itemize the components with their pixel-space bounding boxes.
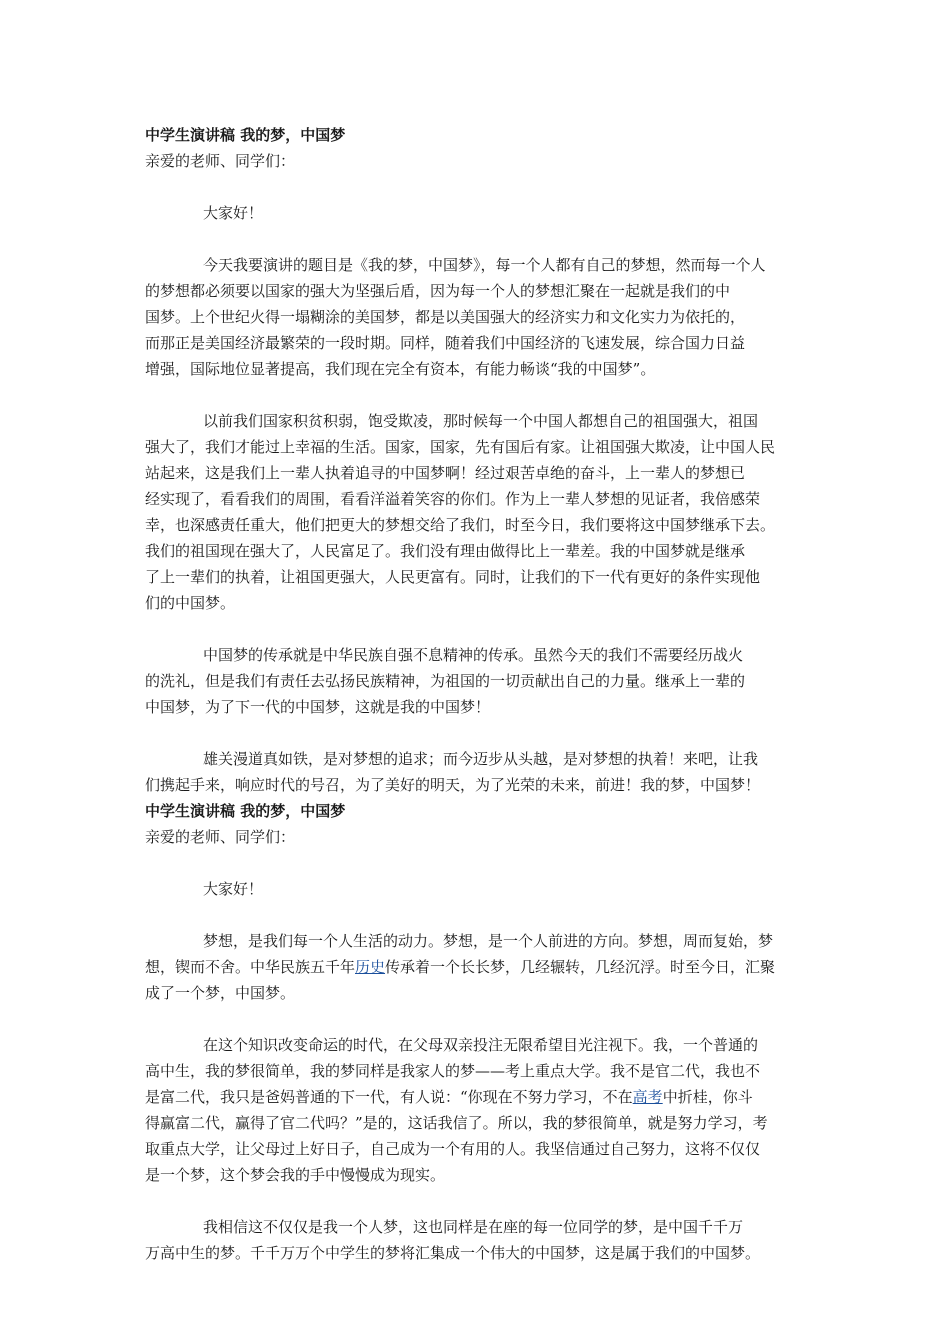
text-line: 高中生，我的梦很简单，我的梦同样是我家人的梦——考上重点大学。我不是官二代，我也不 [145, 1062, 761, 1080]
text-line: 了上一辈们的执着，让祖国更强大，人民更富有。同时，让我们的下一代有更好的条件实现他 [145, 568, 761, 586]
text-line: 在这个知识改变命运的时代，在父母双亲投注无限希望目光注视下。我，一个普通的 [203, 1036, 759, 1054]
text-line: 成了一个梦，中国梦。 [145, 984, 296, 1002]
gaokao-link[interactable]: 高考 [632, 1088, 663, 1106]
text-line: 雄关漫道真如铁，是对梦想的追求；而今迈步从头越，是对梦想的执着！来吧，让我 [203, 750, 759, 768]
paragraph [145, 1032, 820, 1188]
text-line: 国梦。上个世纪火得一塌糊涂的美国梦，都是以美国强大的经济实力和文化实力为依托的， [145, 308, 746, 326]
text-segment: 传承着一个长长梦，几经辗转，几经沉浮。时至今日，汇聚 [385, 958, 776, 976]
paragraph [145, 928, 820, 1006]
paragraph [145, 642, 820, 720]
text-line: 是一个梦，这个梦会我的手中慢慢成为现实。 [145, 1166, 446, 1184]
text-line: 们携起手来，响应时代的号召，为了美好的明天，为了光荣的未来，前进！我的梦，中国梦！ [145, 776, 761, 794]
text-segment: 是富二代，我只是爸妈普通的下一代，有人说：“你现在不努力学习，不在 [145, 1088, 633, 1106]
text-line: 们的中国梦。 [145, 594, 236, 612]
text-line: 中国梦的传承就是中华民族自强不息精神的传承。虽然今天的我们不需要经历战火 [203, 646, 744, 664]
speech-title: 中学生演讲稿 我的梦，中国梦 [145, 802, 346, 820]
text-line: 而那正是美国经济最繁荣的一段时期。同样，随着我们中国经济的飞速发展，综合国力日益 [145, 334, 746, 352]
text-line: 梦想，是我们每一个人生活的动力。梦想，是一个人前进的方向。梦想，周而复始，梦 [203, 932, 774, 950]
text-line: 得赢富二代，赢得了官二代吗？”是的，这话我信了。所以，我的梦很简单，就是努力学习，考 [145, 1114, 768, 1132]
text-line: 强大了，我们才能过上幸福的生活。国家，国家，先有国后有家。让祖国强大欺凌，让中国人民 [145, 438, 776, 456]
text-line: 今天我要演讲的题目是《我的梦，中国梦》，每一个人都有自己的梦想，然而每一个人 [203, 256, 766, 274]
text-line [145, 1084, 820, 1110]
paragraph [145, 1214, 820, 1266]
text-line: 中国梦，为了下一代的中国梦，这就是我的中国梦！ [145, 698, 491, 716]
greeting: 大家好！ [203, 880, 264, 898]
document-page [145, 117, 820, 1266]
salutation: 亲爱的老师、同学们： [145, 828, 296, 846]
text-line [145, 954, 820, 980]
speech-title: 中学生演讲稿 我的梦，中国梦 [145, 126, 346, 144]
paragraph [145, 252, 820, 382]
text-line: 站起来，这是我们上一辈人执着追寻的中国梦啊！经过艰苦卓绝的奋斗，上一辈人的梦想已 [145, 464, 746, 482]
text-line: 的洗礼，但是我们有责任去弘扬民族精神，为祖国的一切贡献出自己的力量。继承上一辈的 [145, 672, 746, 690]
text-segment: 中折桂，你斗 [662, 1088, 753, 1106]
greeting: 大家好！ [203, 204, 264, 222]
text-line: 以前我们国家积贫积弱，饱受欺凌，那时候每一个中国人都想自己的祖国强大，祖国 [203, 412, 759, 430]
text-line: 取重点大学，让父母过上好日子，自己成为一个有用的人。我坚信通过自己努力，这将不仅仅 [145, 1140, 761, 1158]
text-line: 我相信这不仅仅是我一个人梦，这也同样是在座的每一位同学的梦，是中国千千万 [203, 1218, 744, 1236]
text-segment: 想，锲而不舍。中华民族五千年 [145, 958, 356, 976]
paragraph [145, 746, 820, 798]
text-line: 增强，国际地位显著提高，我们现在完全有资本，有能力畅谈“我的中国梦”。 [145, 360, 656, 378]
text-line: 的梦想都必须要以国家的强大为坚强后盾，因为每一个人的梦想汇聚在一起就是我们的中 [145, 282, 731, 300]
history-link[interactable]: 历史 [355, 958, 386, 976]
salutation: 亲爱的老师、同学们： [145, 152, 296, 170]
text-line: 经实现了，看看我们的周围，看看洋溢着笑容的你们。作为上一辈人梦想的见证者，我倍感荣 [145, 490, 761, 508]
text-line: 万高中生的梦。千千万万个中学生的梦将汇集成一个伟大的中国梦，这是属于我们的中国梦。 [145, 1244, 761, 1262]
text-line: 幸，也深感责任重大，他们把更大的梦想交给了我们，时至今日，我们要将这中国梦继承下去。 [145, 516, 776, 534]
text-line: 我们的祖国现在强大了，人民富足了。我们没有理由做得比上一辈差。我的中国梦就是继承 [145, 542, 746, 560]
paragraph [145, 408, 820, 616]
